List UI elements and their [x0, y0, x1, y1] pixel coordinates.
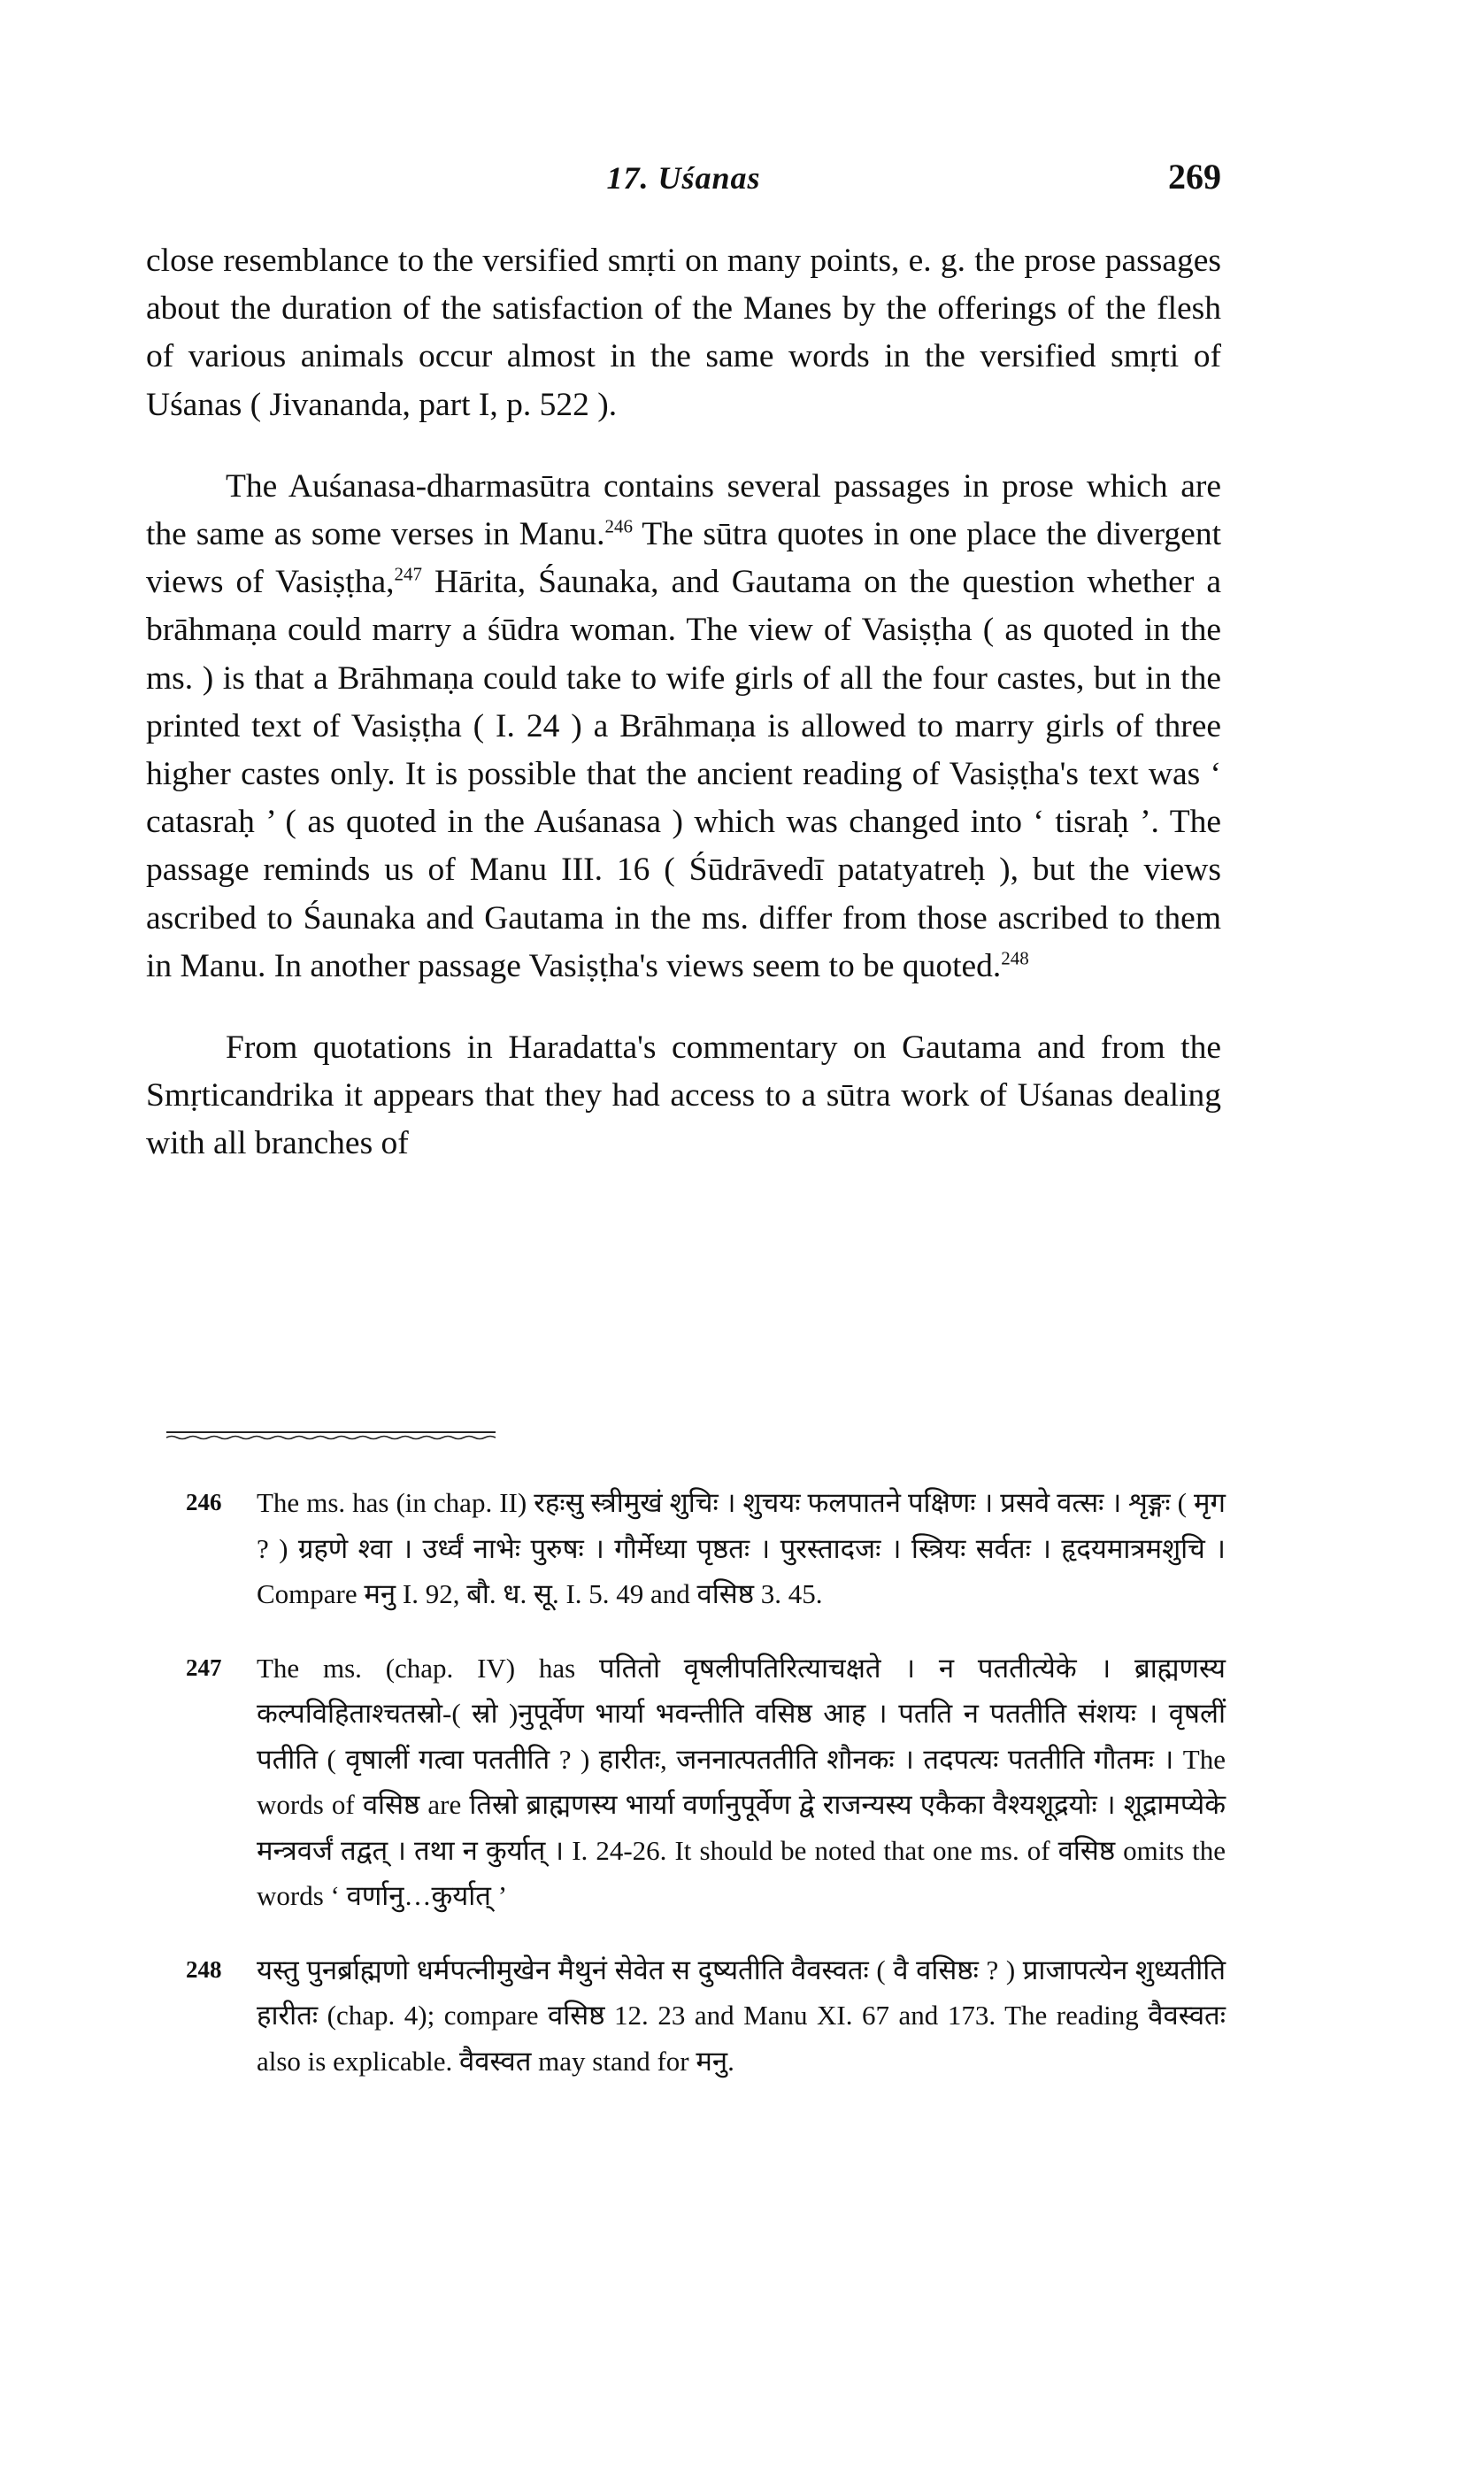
- paragraph-1: close resemblance to the versified smṛti on many points, e. g. the prose passages about the duration of the satisfaction of the Manes by the offerings of the flesh of various animals occur almost in the same words in the versified smṛti of Uśanas ( Jivananda, part I, p. 522 ).: [146, 243, 1221, 423]
- running-head: [146, 159, 1221, 212]
- paragraph-3: From quotations in Haradatta's commentary on Gautama and from the Smṛticandrika it appears that they had access to a sūtra work of Uśanas dealing with all branches of: [146, 1029, 1221, 1162]
- paragraph-2: [146, 463, 1221, 991]
- footnote-number: 246: [186, 1489, 222, 1515]
- footnote-ref-247[interactable]: 247: [394, 563, 422, 585]
- footnote-247: [186, 1646, 1226, 1919]
- footnote-246: [186, 1480, 1226, 1617]
- footnote-text: The ms. has (in chap. II) रहःसु स्त्रीमुखं शुचिः । शुचयः फलपातने पक्षिणः । प्रसवे वत्सः । शृङ्गः ( मृग ? ) ग्रहणे श्वा । उर्ध्वं नाभेः पुरुषः । गौर्मेध्या पृष्ठतः । पुरस्तादजः । स्त्रियः सर्वतः । हृदयमात्रमशुचि । Compare मनु I. 92, बौ. ध. सू. I. 5. 49 and वसिष्ठ 3. 45.: [257, 1487, 1226, 1609]
- footnote-248: [186, 1947, 1226, 2085]
- footnotes: [186, 1480, 1226, 2084]
- footnote-separator-rule: [166, 1429, 496, 1441]
- paragraph-2-part-3: Hārita, Śaunaka, and Gautama on the question whether a brāhmaṇa could marry a śūdra woman. The view of Vasiṣṭha ( as quoted in the ms. ) is that a Brāhmaṇa could take to wife girls of all the four castes, but in the printed text of Vasiṣṭha ( I. 24 ) a Brāhmaṇa is allowed to marry girls of three higher castes only. It is possible that the ancient reading of Vasiṣṭha's text was ‘ catasraḥ ’ ( as quoted in the Auśanasa ) which was changed into ‘ tisraḥ ’. The passage reminds us of Manu III. 16 ( Śūdrāvedī patatyatreḥ ), but the views ascribed to Śaunaka and Gautama in the ms. differ from those ascribed to them in Manu. In another passage Vasiṣṭha's views seem to be quoted.: [146, 564, 1221, 984]
- chapter-title: 17. Uśanas: [606, 160, 761, 196]
- main-text: [146, 237, 1221, 1168]
- footnote-text: The ms. (chap. IV) has पतितो वृषलीपतिरित्याचक्षते । न पततीत्येके । ब्राह्मणस्य कल्पविहिताश्चतस्रो-( स्रो )नुपूर्वेण भार्या भवन्तीति वसिष्ठ आह । पतति न पततीति संशयः । वृषलीं पतीति ( वृषालीं गत्वा पततीति ? ) हारीतः, जननात्पततीति शौनकः । तदपत्यः पततीति गौतमः । The words of वसिष्ठ are तिस्रो ब्राह्मणस्य भार्या वर्णानुपूर्वेण द्वे राजन्यस्य एकैका वैश्यशूद्रयोः । शूद्रामप्येके मन्त्रवर्जं तद्वत् । तथा न कुर्यात् । I. 24-26. It should be noted that one ms. of वसिष्ठ omits the words ‘ वर्णानु…कुर्यात् ’: [257, 1652, 1226, 1911]
- paragraph-2-part-2: The sūtra quotes in one place the divergent views of Vasiṣṭha,: [146, 516, 1221, 601]
- footnote-number: 248: [186, 1955, 222, 1983]
- paragraph-2-part-1: The Auśanasa-dharmasūtra contains several passages in prose which are the same as some verses in Manu.: [146, 467, 1221, 553]
- footnote-number: 247: [186, 1654, 222, 1681]
- footnote-text: यस्तु पुनर्ब्राह्मणो धर्मपत्नीमुखेन मैथुनं सेवेत स दुष्यतीति वैवस्वतः ( वै वसिष्ठः ? ) प्राजापत्येन शुध्यतीति हारीतः (chap. 4); compare वसिष्ठ 12. 23 and Manu XI. 67 and 173. The reading वैवस्वतः also is explicable. वैवस्वत may stand for मनु.: [257, 1954, 1226, 2077]
- page-number: 269: [1168, 157, 1221, 197]
- footnote-ref-248[interactable]: 248: [1001, 947, 1029, 969]
- footnote-ref-246[interactable]: 246: [604, 515, 634, 537]
